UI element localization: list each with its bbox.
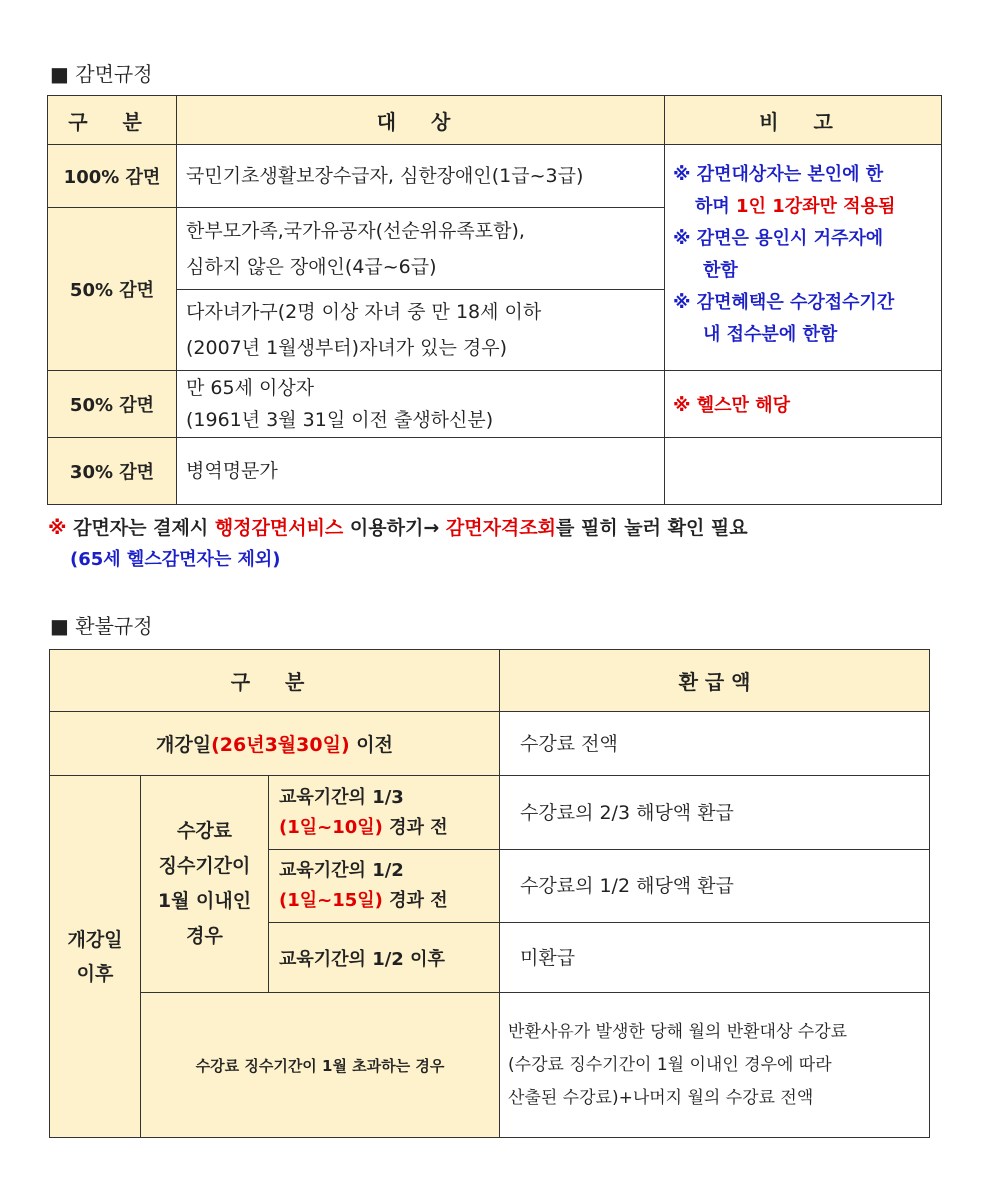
row-target-50-a: 한부모가족,국가유공자(선순위유족포함), 심하지 않은 장애인(4급~6급) <box>177 208 665 290</box>
remark-cell <box>665 145 942 371</box>
row-label-30: 30% 감면 <box>48 438 177 505</box>
row-label-50-senior: 50% 감면 <box>48 371 177 438</box>
over-month-amount: 반환사유가 발생한 당해 월의 반환대상 수강료 (수강료 징수기간이 1월 이내인 경우에 따라 산출된 수강료)+나머지 월의 수강료 전액 <box>500 993 930 1138</box>
period-one-half: 교육기간의 1/2 (1일~15일) 경과 전 <box>269 850 500 923</box>
remark-line-4: 한함 <box>703 260 738 281</box>
row-label-50: 50% 감면 <box>48 208 177 371</box>
remark-line-1: ※ 감면대상자는 본인에 한 <box>673 164 884 185</box>
section-title-discount: ■ 감면규정 <box>50 62 153 86</box>
period-one-third: 교육기간의 1/3 (1일~10일) 경과 전 <box>269 776 500 850</box>
before-start-label: 개강일(26년3월30일) 이전 <box>50 712 500 776</box>
remark-line-6: 내 접수분에 한함 <box>703 324 838 345</box>
remark-line-5: ※ 감면혜택은 수강접수기간 <box>673 292 895 313</box>
remark-line-2: 하며 1인 1강좌만 적용됨 <box>695 196 896 217</box>
header-remark: 비 고 <box>665 96 942 145</box>
before-start-amount: 수강료 전액 <box>500 712 930 776</box>
row-target-100: 국민기초생활보장수급자, 심한장애인(1급~3급) <box>177 145 665 208</box>
row-target-senior: 만 65세 이상자 (1961년 3월 31일 이전 출생하신분) <box>177 371 665 438</box>
refund-header-amount: 환 급 액 <box>500 650 930 712</box>
row-target-50-b: 다자녀가구(2명 이상 자녀 중 만 18세 이하 (2007년 1월생부터)자녀가 있는 경우) <box>177 290 665 371</box>
discount-footnote: ※ 감면자는 결제시 행정감면서비스 이용하기→ 감면자격조회를 필히 눌러 확인 필요 (65세 헬스감면자는 제외) <box>48 517 748 570</box>
period-after-half: 교육기간의 1/2 이후 <box>269 923 500 993</box>
discount-table <box>47 95 942 505</box>
over-month-label: 수강료 징수기간이 1월 초과하는 경우 <box>141 993 500 1138</box>
refund-table <box>49 649 930 1138</box>
row-target-30: 병역명문가 <box>177 438 665 505</box>
section-title-refund: ■ 환불규정 <box>50 614 153 638</box>
amount-after-half: 미환급 <box>500 923 930 993</box>
refund-header-category: 구 분 <box>50 650 500 712</box>
header-category: 구 분 <box>48 96 177 145</box>
row-remark-30 <box>665 438 942 505</box>
within-month-label: 수강료 징수기간이 1월 이내인 경우 <box>141 776 269 993</box>
after-start-label: 개강일 이후 <box>50 776 141 1138</box>
row-label-100: 100% 감면 <box>48 145 177 208</box>
remark-line-3: ※ 감면은 용인시 거주자에 <box>673 228 884 249</box>
header-target: 대 상 <box>177 96 665 145</box>
remark-health-only: ※ 헬스만 해당 <box>665 371 942 438</box>
amount-one-third: 수강료의 2/3 해당액 환급 <box>500 776 930 850</box>
amount-one-half: 수강료의 1/2 해당액 환급 <box>500 850 930 923</box>
